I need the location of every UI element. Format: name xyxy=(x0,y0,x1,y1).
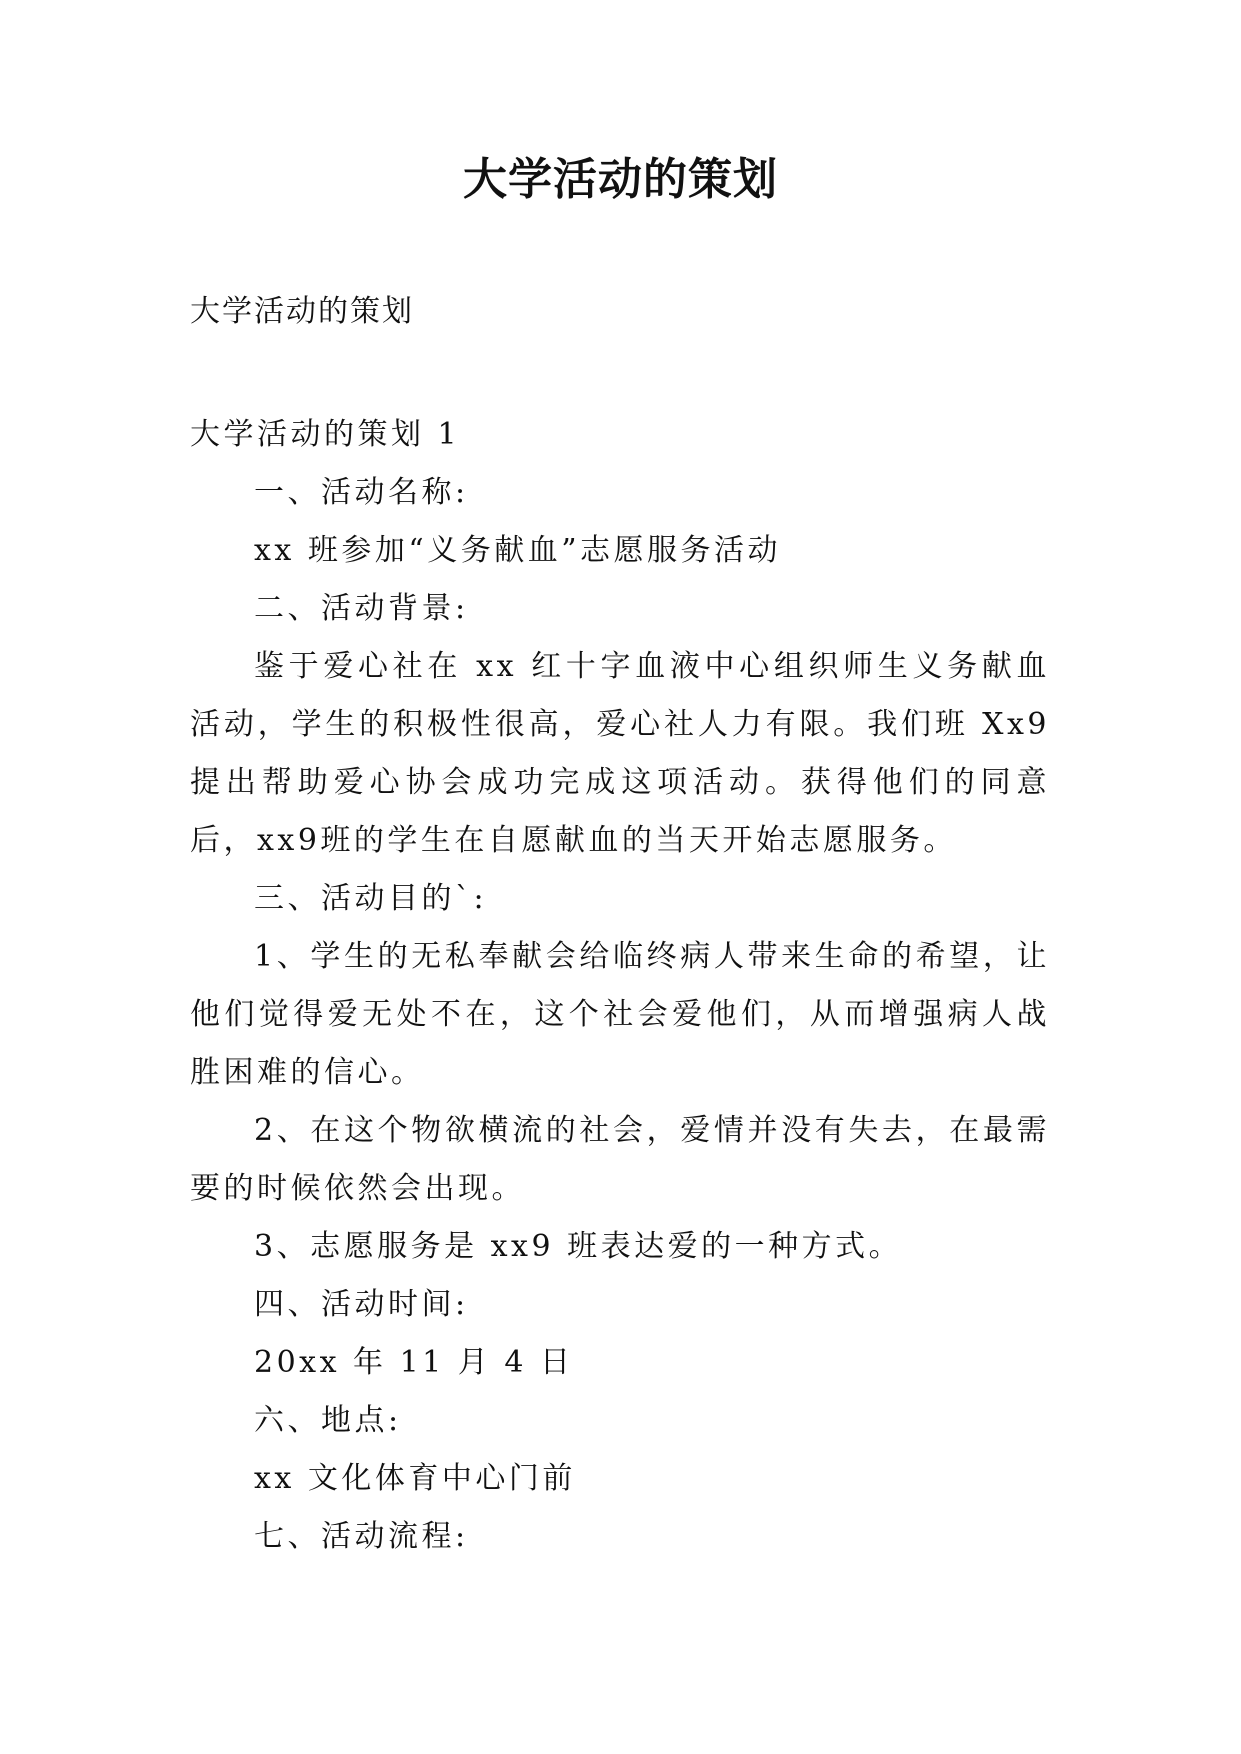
paragraph: 六、地点: xyxy=(254,1403,402,1438)
paragraph: 2、在这个物欲横流的社会，爱情并没有失去，在最需要的时候依然会出现。 xyxy=(190,1113,1050,1206)
document-title: 大学活动的策划 xyxy=(463,154,778,205)
paragraph: 三、活动目的`: xyxy=(254,881,488,916)
paragraph: 3、志愿服务是 xx9 班表达爱的一种方式。 xyxy=(254,1229,903,1264)
paragraph: 七、活动流程: xyxy=(254,1519,469,1554)
paragraph: 一、活动名称: xyxy=(254,475,469,510)
document-subtitle: 大学活动的策划 xyxy=(190,294,414,329)
paragraph: 四、活动时间: xyxy=(254,1287,469,1322)
paragraph: xx 文化体育中心门前 xyxy=(254,1461,576,1496)
paragraph: xx 班参加“义务献血”志愿服务活动 xyxy=(254,533,782,568)
paragraph: 鉴于爱心社在 xx 红十字血液中心组织师生义务献血活动，学生的积极性很高，爱心社人力有限。我们班 Xx9 提出帮助爱心协会成功完成这项活动。获得他们的同意后，xx9班的学生在自愿献血的当天开始志愿服务。 xyxy=(190,649,1050,858)
section-heading: 大学活动的策划 1 xyxy=(190,417,461,452)
paragraph: 1、学生的无私奉献会给临终病人带来生命的希望，让他们觉得爱无处不在，这个社会爱他们，从而增强病人战胜困难的信心。 xyxy=(190,939,1050,1090)
paragraph: 二、活动背景: xyxy=(254,591,469,626)
document-body xyxy=(190,406,1050,1566)
paragraph: 20xx 年 11 月 4 日 xyxy=(254,1345,574,1380)
